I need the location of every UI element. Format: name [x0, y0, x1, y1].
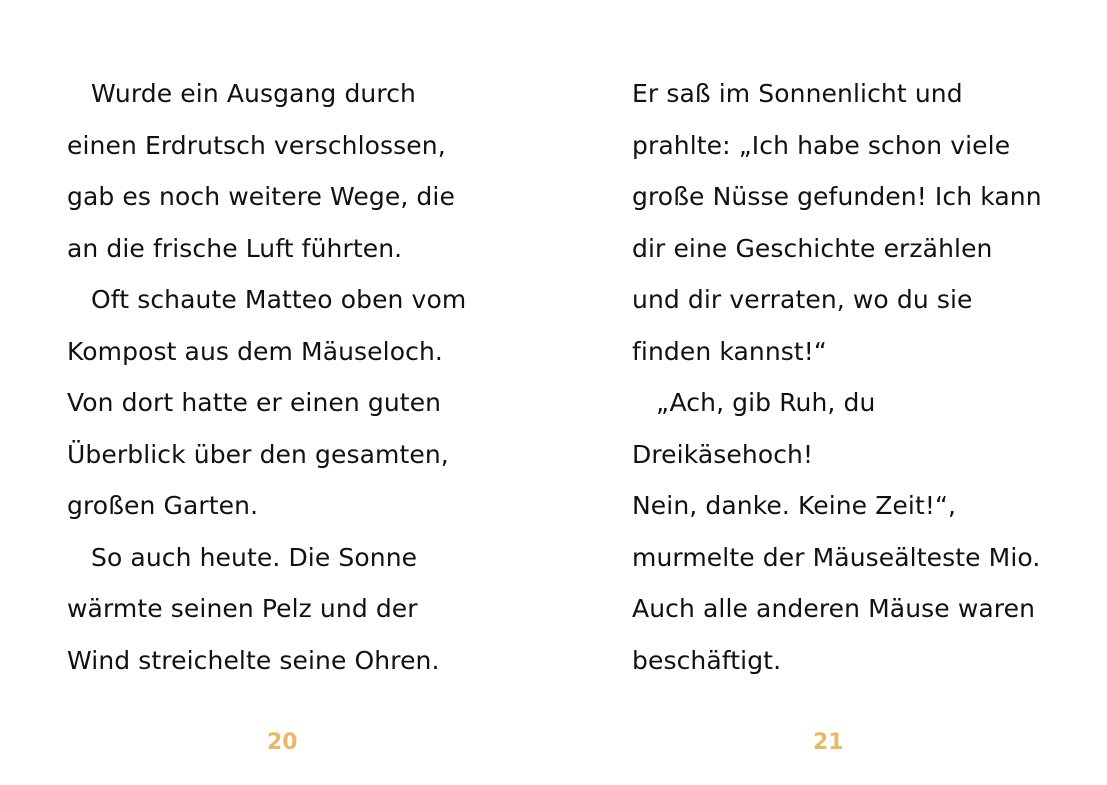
- right-page-text: [632, 68, 1092, 686]
- text-line: großen Garten.: [67, 491, 259, 520]
- page-number-right: 21: [813, 730, 844, 755]
- text-line: Auch alle anderen Mäuse waren: [632, 594, 1036, 623]
- text-line: Wind streichelte seine Ohren.: [67, 645, 440, 675]
- text-line: Er saß im Sonnenlicht und: [632, 79, 963, 108]
- text-line: gab es noch weitere Wege, die: [67, 182, 455, 211]
- text-line: „Ach, gib Ruh, du: [656, 388, 876, 417]
- text-line: einen Erdrutsch verschlossen,: [67, 130, 446, 160]
- text-line: Oft schaute Matteo oben vom: [91, 285, 467, 314]
- left-page: [0, 0, 540, 785]
- text-line: Von dort hatte er einen guten: [67, 388, 442, 417]
- text-line: große Nüsse gefunden! Ich kann: [632, 182, 1042, 211]
- text-line: Nein, danke. Keine Zeit!“,: [632, 491, 957, 520]
- text-line: Dreikäsehoch!: [632, 439, 814, 469]
- right-page: [553, 0, 1093, 785]
- text-line: dir eine Geschichte erzählen: [632, 233, 993, 263]
- text-line: an die frische Luft führten.: [67, 233, 403, 263]
- text-line: und dir verraten, wo du sie: [632, 285, 973, 314]
- text-line: Kompost aus dem Mäuseloch.: [67, 336, 443, 366]
- text-line: prahlte: „Ich habe schon viele: [632, 130, 1011, 160]
- text-line: beschäftigt.: [632, 645, 782, 675]
- text-line: Überblick über den gesamten,: [67, 439, 449, 469]
- text-line: finden kannst!“: [632, 336, 827, 366]
- text-line: So auch heute. Die Sonne: [91, 542, 418, 572]
- text-line: wärmte seinen Pelz und der: [67, 594, 418, 623]
- text-line: Wurde ein Ausgang durch: [91, 79, 416, 108]
- page-number-left: 20: [267, 730, 298, 755]
- left-page-text: [67, 68, 527, 686]
- text-line: murmelte der Mäuseälteste Mio.: [632, 542, 1041, 572]
